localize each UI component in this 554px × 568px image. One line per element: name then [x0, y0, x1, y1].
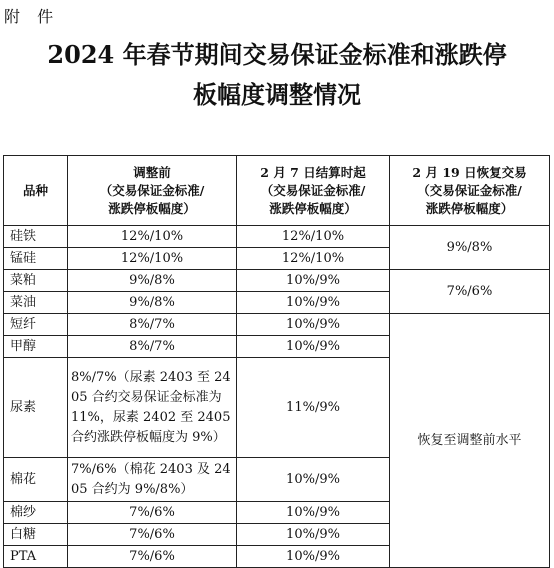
row-before: 7%/6%	[68, 524, 237, 546]
group-rapeseed-feb19: 7%/6%	[390, 270, 550, 314]
header-before: 调整前 （交易保证金标准/ 涨跌停板幅度）	[68, 156, 237, 226]
row-variety: 棉花	[4, 458, 68, 502]
header-feb7: 2 月 7 日结算时起 （交易保证金标准/ 涨跌停板幅度）	[237, 156, 390, 226]
group-others-feb19: 恢复至调整前水平	[390, 314, 550, 568]
row-feb7: 10%/9%	[237, 270, 390, 292]
row-before: 7%/6%（棉花 2403 及 2405 合约为 9%/8%）	[68, 458, 237, 502]
row-feb7: 10%/9%	[237, 458, 390, 502]
header-feb19: 2 月 19 日恢复交易 （交易保证金标准/ 涨跌停板幅度）	[390, 156, 550, 226]
row-variety: 菜油	[4, 292, 68, 314]
header-variety: 品种	[4, 156, 68, 226]
row-before: 9%/8%	[68, 270, 237, 292]
row-feb7: 10%/9%	[237, 524, 390, 546]
row-before: 9%/8%	[68, 292, 237, 314]
row-before: 7%/6%	[68, 502, 237, 524]
page-title-line-1: 2024 年春节期间交易保证金标准和涨跌停	[47, 40, 507, 69]
row-variety: 短纤	[4, 314, 68, 336]
row-variety: 硅铁	[4, 226, 68, 248]
row-variety: 棉纱	[4, 502, 68, 524]
row-feb7: 10%/9%	[237, 292, 390, 314]
margin-limit-table	[3, 155, 550, 568]
row-before: 8%/7%（尿素 2403 至 2405 合约交易保证金标准为 11%，尿素 2402 至 2405 合约涨跌停板幅度为 9%）	[68, 358, 237, 458]
row-feb7: 12%/10%	[237, 248, 390, 270]
row-before: 8%/7%	[68, 314, 237, 336]
row-variety: PTA	[4, 546, 68, 568]
row-before: 12%/10%	[68, 226, 237, 248]
row-feb7: 10%/9%	[237, 314, 390, 336]
row-feb7: 10%/9%	[237, 546, 390, 568]
row-variety: 锰硅	[4, 248, 68, 270]
row-variety: 尿素	[4, 358, 68, 458]
page-title-line-2: 板幅度调整情况	[193, 80, 361, 109]
row-before: 12%/10%	[68, 248, 237, 270]
row-variety: 白糖	[4, 524, 68, 546]
row-feb7: 10%/9%	[237, 502, 390, 524]
group-ferroalloy-feb19: 9%/8%	[390, 226, 550, 270]
table-header-row	[4, 156, 550, 226]
row-before: 8%/7%	[68, 336, 237, 358]
row-feb7: 11%/9%	[237, 358, 390, 458]
row-variety: 菜粕	[4, 270, 68, 292]
row-feb7: 12%/10%	[237, 226, 390, 248]
table-row	[4, 270, 550, 292]
attachment-label: 附 件	[4, 7, 60, 26]
table-row	[4, 226, 550, 248]
row-variety: 甲醇	[4, 336, 68, 358]
row-feb7: 10%/9%	[237, 336, 390, 358]
table-row	[4, 314, 550, 336]
row-before: 7%/6%	[68, 546, 237, 568]
